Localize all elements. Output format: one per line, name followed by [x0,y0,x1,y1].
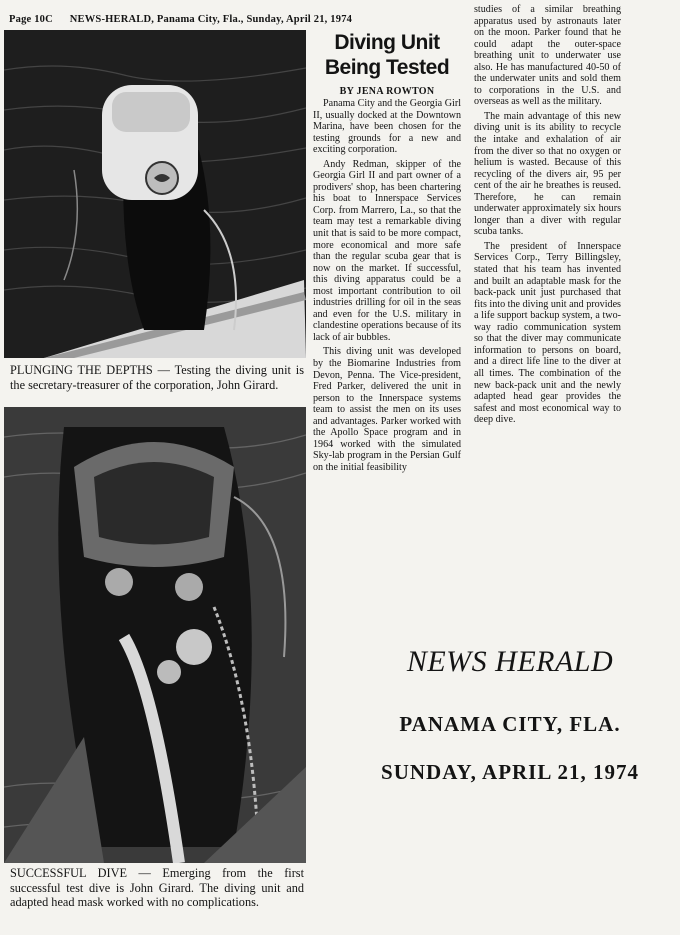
article-paragraph: Andy Redman, skipper of the Georgia Girl II and part owner of a prodivers' shop, has been chartering his boat to Innerspace Services Corp. from Marrero, La., so that the team may test a remarkable diving unit that is said to be more compact, more economical and more safe than the regular scuba gear that is now on the market. If successful, this diving apparatus could be a most important contribution to oil industries drilling for oil in the seas and even for the U.S. military in clandestine operations because of its lack of air bubbles. [313,158,461,343]
bottom-photo [4,407,306,863]
masthead-city: PANAMA CITY, FLA. [399,712,621,736]
diver-head-mask-image [4,407,306,863]
bottom-photo-caption: SUCCESSFUL DIVE — Emerging from the first successful test dive is John Girard. The diving unit and adapted head mask worked with no complications. [10,866,304,909]
diver-back-pack-image [4,30,306,358]
paper-dateline: NEWS-HERALD, Panama City, Fla., Sunday, April 21, 1974 [69,14,353,25]
masthead-paper-name: NEWS HERALD [406,645,614,678]
top-photo [4,30,306,358]
article-byline: BY JENA ROWTON [339,86,435,97]
page-number: Page 10C [9,14,53,25]
article-column-1 [313,98,461,477]
masthead-date: SUNDAY, APRIL 21, 1974 [381,760,639,784]
article-headline: Diving Unit Being Tested [324,31,450,79]
article-paragraph: Panama City and the Georgia Girl II, usually docked at the Downtown Marina, have been chosen for the testing grounds for a new and exciting corporation. [313,98,461,156]
article-paragraph: The main advantage of this new diving unit is its ability to recycle the intake and exhalation of air from the diver so that no oxygen or helium is wasted. Because of this recycling of the divers air, 95 per cent of the air he breathes is reused. Therefore, he can remain underwater approximately six hours longer than a diver with regular scuba tanks. [474,110,621,238]
article-column-2 [474,4,621,429]
article-paragraph: The president of Innerspace Services Corp., Terry Billingsley, stated that his team has invented and built an adaptable mask for the back-pack unit just purchased that fits into the diving unit and provides a life support backup system, a two-way radio communication system so that the diver may communicate information to persons on board, and a direct life line to the diver at all times. The combination of the new back-pack unit and the newly adapted head gear provides the safest and most economical way to deep dive. [474,240,621,426]
page-header [9,14,366,25]
article-paragraph: studies of a similar breathing apparatus used by astronauts later on the moon. Parker found that he could adapt the outer-space breathing unit to underwater use also. He has manufactured 40-50 of the underwater units and sold them to corporations in the U.S. and overseas as well as the military. [474,4,621,108]
article-paragraph: This diving unit was developed by the Biomarine Industries from Devon, Penna. The Vice-president, Fred Parker, delivered the unit in person to the Innerspace systems team to assist the men on its uses and advantages. Parker worked with the Apollo Space program and in 1964 worked with the simulated Sky-lab program in the Persian Gulf on the initial feasibility [313,346,461,473]
top-photo-caption: PLUNGING THE DEPTHS — Testing the diving unit is the secretary-treasurer of the corporation, John Girard. [10,363,304,392]
